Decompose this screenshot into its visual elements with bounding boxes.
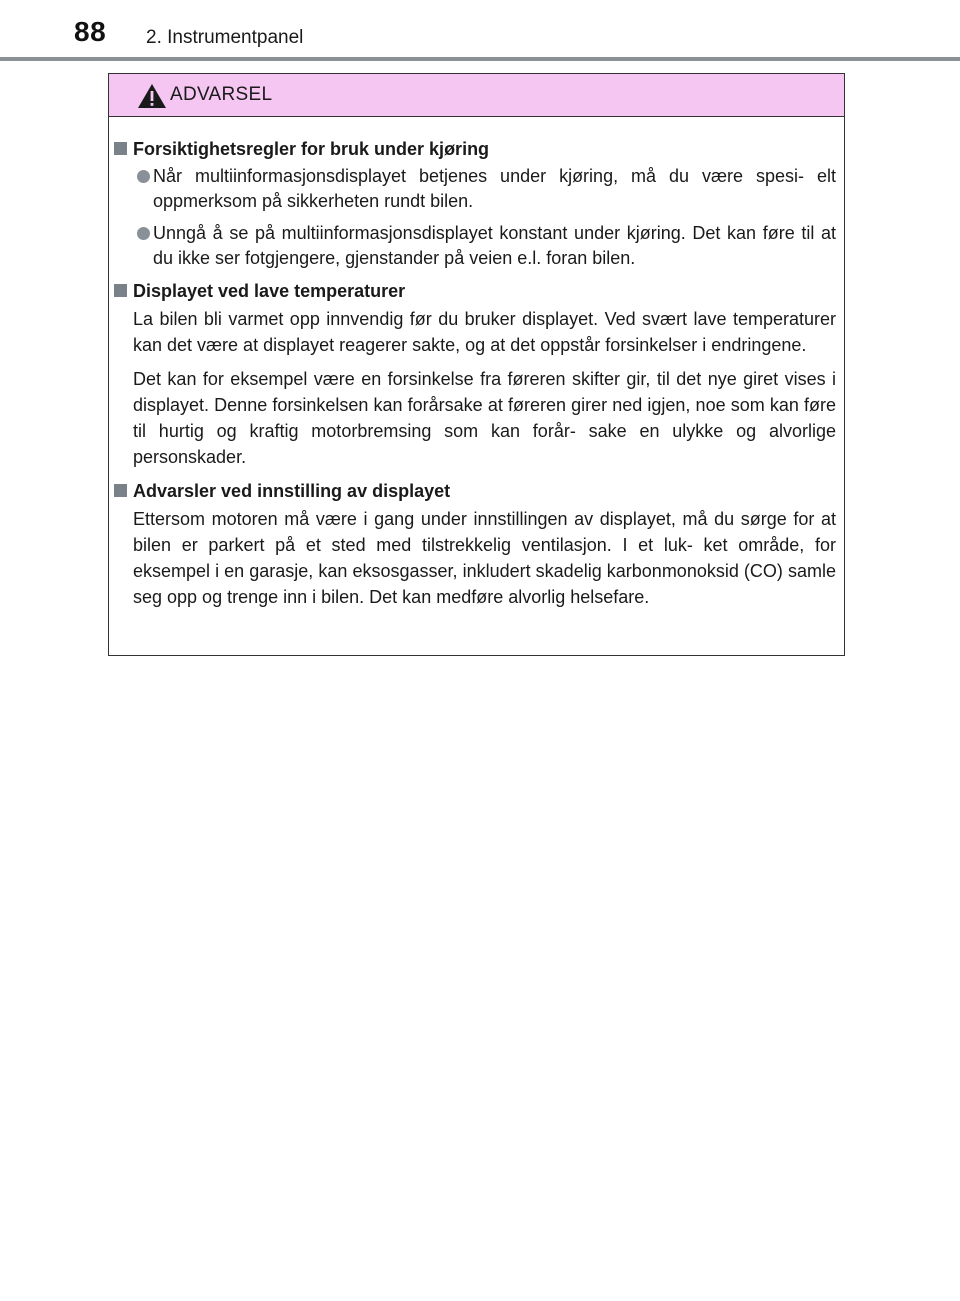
warning-box bbox=[108, 73, 845, 656]
paragraph: Ettersom motoren må være i gang under innstillingen av displayet, må du sørge for at bilen er parkert på et sted med tilstrekkelig ventilasjon. I et luk- ket område, for eksempel i en garasje, kan eksosgasser, inkludert skadelig karbonmonoksid (CO) samle seg opp og trenge inn i bilen. Det kan medføre alvorlig helsefare. bbox=[133, 509, 836, 607]
section-display-settings bbox=[109, 478, 836, 610]
list-item: Når multiinformasjonsdisplayet betjenes under kjøring, må du være spesi- elt oppmerksom på sikkerheten rundt bilen. bbox=[109, 164, 836, 214]
page-header bbox=[0, 0, 960, 64]
chapter-title: 2. Instrumentpanel bbox=[146, 27, 304, 48]
square-bullet-icon bbox=[114, 484, 127, 497]
circle-bullet-icon bbox=[137, 170, 150, 183]
section-heading: Forsiktighetsregler for bruk under kjøring bbox=[109, 136, 836, 162]
paragraph: Det kan for eksempel være en forsinkelse fra føreren skifter gir, til det nye giret vises i displayet. Denne forsinkelsen kan forårsake at føreren girer ned igjen, noe som kan føre til hurtig og kraftig motorbremsing som kan forår- sake en ulykke og alvorlige personskader. bbox=[133, 369, 836, 467]
header-rule bbox=[0, 57, 960, 61]
warning-header bbox=[109, 74, 844, 117]
section-heading: Advarsler ved innstilling av displayet bbox=[109, 478, 836, 504]
section-heading: Displayet ved lave temperaturer bbox=[109, 278, 836, 304]
section-driving-precautions bbox=[109, 136, 836, 271]
circle-bullet-icon bbox=[137, 227, 150, 240]
list-item: Unngå å se på multiinformasjonsdisplayet konstant under kjøring. Det kan føre til at du ikke ser fotgjengere, gjenstander på veien e.l. foran bilen. bbox=[109, 221, 836, 271]
paragraph: La bilen bli varmet opp innvendig før du bruker displayet. Ved svært lave temperaturer kan det være at displayet reagerer sakte, og at det oppstår forsinkelser i endringene. bbox=[133, 309, 836, 355]
square-bullet-icon bbox=[114, 284, 127, 297]
square-bullet-icon bbox=[114, 142, 127, 155]
warning-triangle-icon bbox=[137, 83, 167, 109]
page-number: 88 bbox=[74, 16, 107, 47]
warning-title: ADVARSEL bbox=[170, 84, 273, 105]
section-low-temperatures bbox=[109, 278, 836, 470]
warning-body bbox=[109, 117, 844, 610]
